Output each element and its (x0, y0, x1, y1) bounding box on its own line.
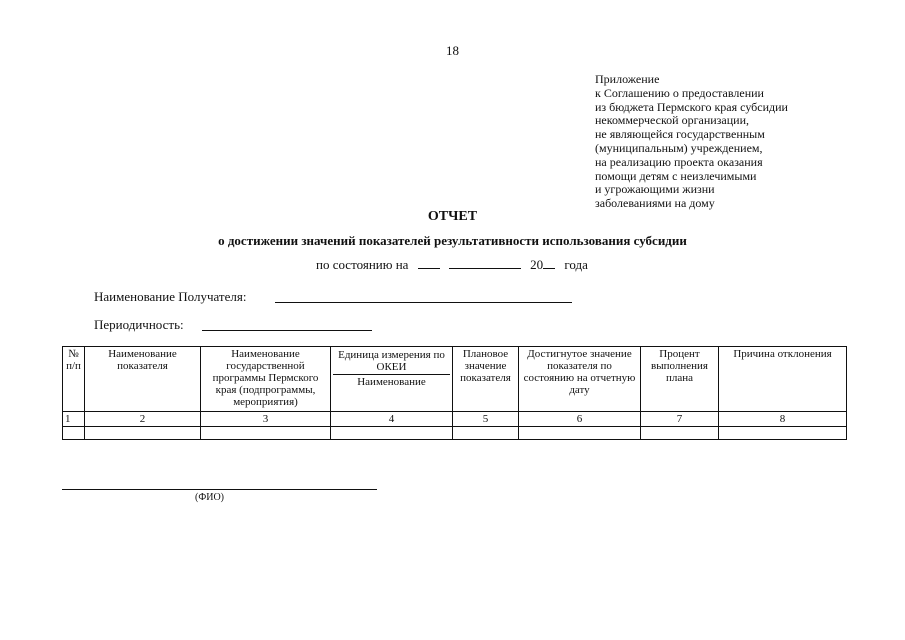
table-cell[interactable] (719, 427, 847, 440)
table-cell[interactable] (331, 427, 453, 440)
header-planned: Плановое значение показателя (453, 347, 519, 412)
signature-line[interactable] (62, 489, 377, 490)
periodicity-field[interactable] (202, 330, 372, 331)
table-column-number-row (63, 412, 847, 427)
header-program: Наименование государственной программы Пермского края (подпрограммы, мероприятия) (201, 347, 331, 412)
column-number: 4 (331, 412, 453, 427)
appendix-line: из бюджета Пермского края субсидии (595, 99, 788, 114)
table-cell[interactable] (641, 427, 719, 440)
appendix-line: помощи детям с неизлечимыми (595, 168, 757, 183)
appendix-line: не являющейся государственным (595, 127, 765, 142)
table-cell[interactable] (519, 427, 641, 440)
table-header-row (63, 347, 847, 412)
year-prefix: 20 (530, 257, 544, 272)
table-row (63, 427, 847, 440)
table-cell[interactable] (453, 427, 519, 440)
header-reason: Причина отклонения (719, 347, 847, 412)
appendix-line: и угрожающими жизни (595, 182, 715, 197)
recipient-name-field[interactable] (275, 302, 572, 303)
table-cell[interactable] (63, 427, 85, 440)
header-unit-name: Наименование (357, 376, 426, 388)
report-table (62, 346, 847, 440)
table-cell[interactable] (201, 427, 331, 440)
appendix-line: на реализацию проекта оказания (595, 154, 763, 169)
year-blank[interactable] (543, 256, 555, 269)
column-number: 2 (85, 412, 201, 427)
appendix-line: к Соглашению о предоставлении (595, 85, 764, 100)
header-percent: Процент выполнения плана (641, 347, 719, 412)
header-unit (331, 347, 453, 412)
report-title: ОТЧЕТ (427, 209, 478, 224)
appendix-line: (муниципальным) учреждением, (595, 140, 763, 155)
day-blank[interactable] (418, 256, 440, 269)
appendix-line: Приложение (595, 72, 660, 86)
appendix-line: некоммерческой организации, (595, 113, 750, 128)
appendix-note (595, 73, 788, 211)
appendix-line: заболеваниями на дому (595, 196, 715, 211)
column-number: 6 (519, 412, 641, 427)
column-number: 7 (641, 412, 719, 427)
recipient-label: Наименование Получателя: (94, 289, 247, 304)
header-num: № п/п (63, 347, 85, 412)
as-of-prefix: по состоянию на (316, 257, 409, 272)
column-number: 3 (201, 412, 331, 427)
as-of-date-line (316, 256, 588, 273)
column-number: 1 (63, 412, 85, 427)
header-indicator: Наименование показателя (85, 347, 201, 412)
page-number: 18 (446, 43, 459, 58)
report-subtitle: о достижении значений показателей результативности использования субсидии (218, 233, 687, 248)
header-unit-okei: Единица измерения по ОКЕИ (333, 348, 450, 375)
header-achieved: Достигнутое значение показателя по состоянию на отчетную дату (519, 347, 641, 412)
signature-caption: (ФИО) (195, 492, 225, 503)
column-number: 8 (719, 412, 847, 427)
periodicity-label: Периодичность: (94, 317, 184, 332)
month-blank[interactable] (449, 256, 521, 269)
as-of-suffix: года (564, 257, 588, 272)
table-cell[interactable] (85, 427, 201, 440)
column-number: 5 (453, 412, 519, 427)
